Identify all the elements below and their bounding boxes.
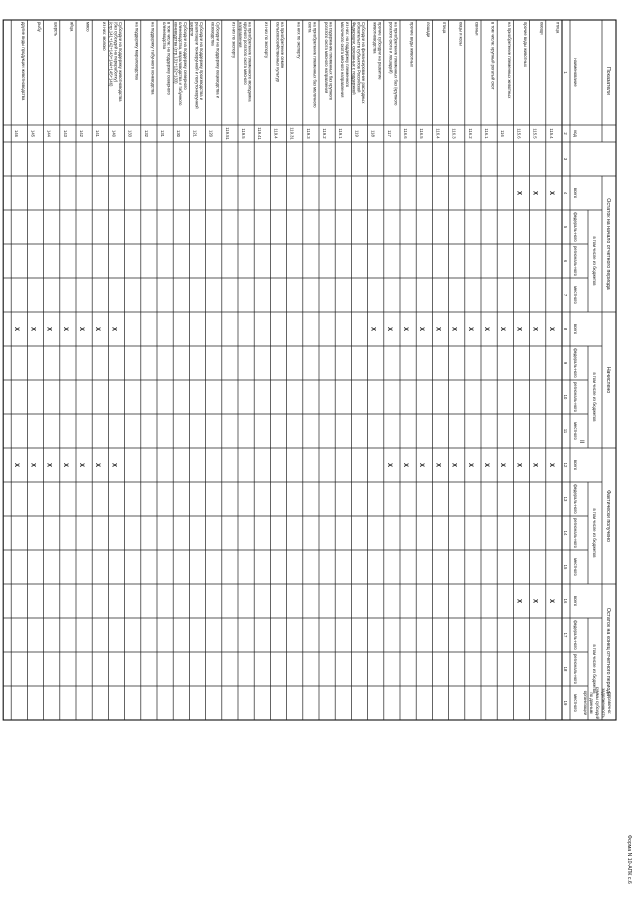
cell-mark: X: [466, 462, 473, 468]
col-header-regional: региональ-ного: [573, 518, 578, 548]
row-name: обязательств субъектов Российской: [356, 22, 362, 93]
row-name: овцы и козы: [458, 22, 464, 46]
col-header-local: местного: [573, 558, 578, 576]
cell-mark: X: [402, 462, 408, 468]
row-name: сельскохозяйственных культур: [275, 22, 281, 82]
cell-mark: X: [434, 326, 441, 332]
cell-mark: X: [466, 326, 473, 332]
row-code: 119: [354, 130, 360, 137]
cell-mark: X: [385, 326, 392, 332]
row-name: в том числе: на поддержку северного: [166, 22, 172, 95]
row-name: Субсидии на финансирование расходных: [361, 22, 367, 104]
column-number: 3: [563, 157, 568, 161]
cell-mark: X: [78, 462, 84, 468]
cell-mark: X: [499, 462, 506, 468]
row-code: 115.6: [516, 128, 522, 139]
row-code: 115.4: [548, 128, 554, 139]
cell-mark: X: [547, 598, 554, 604]
column-number: 2: [563, 132, 568, 135]
row-name: крупного рогатого скота мясного: [242, 22, 248, 85]
column-number: 10: [563, 394, 568, 400]
cell-mark: X: [483, 326, 489, 332]
row-name: птица: [555, 22, 561, 34]
row-name: Федерации, связанных с поддержкой: [351, 22, 357, 95]
row-code: 119.41: [257, 127, 263, 140]
cell-mark: X: [61, 462, 68, 468]
row-name: лошади: [425, 22, 431, 38]
cell-mark: X: [110, 326, 117, 332]
row-name: на поддержку табунного коневодства: [150, 22, 156, 95]
column-number: 14: [563, 530, 568, 536]
row-name: на приобретение племенных баз (крупного: [393, 22, 399, 106]
row-name: прочие виды животных: [409, 22, 415, 67]
column-number: 18: [563, 666, 568, 672]
subgroup-header-incl: в том числе из бюджетов: [592, 372, 597, 422]
cell-mark: X: [369, 326, 376, 332]
row-name: из них: на поддержку племенного: [344, 22, 350, 88]
column-number: 8: [563, 327, 568, 331]
row-name: коневодства (стр.131+132+133): [173, 22, 179, 84]
row-name: из них по экспорту: [231, 22, 237, 59]
row-code: 144: [46, 130, 52, 137]
row-name: прочие виды животных: [523, 22, 529, 67]
group-header-opening: Остаток на начало отчетного периода: [605, 198, 611, 290]
row-name: рогатого скота мясного направления: [323, 22, 329, 94]
column-number: 4: [563, 191, 568, 195]
row-code: 145: [30, 130, 36, 137]
row-name: Субсидии на поддержку овцеводства и: [215, 22, 221, 99]
cell-mark: X: [499, 326, 506, 332]
row-code: 133: [127, 130, 133, 137]
column-number: 9: [563, 361, 568, 365]
cell-mark: X: [483, 462, 489, 468]
code-header: код: [573, 130, 578, 137]
row-name: рогатого скота и лошадей): [388, 22, 394, 74]
row-code: 140: [111, 130, 117, 137]
row-name: рыбу: [37, 22, 43, 32]
row-name: другие виды продукции животноводства: [20, 22, 26, 101]
cell-mark: X: [418, 326, 425, 332]
cell-mark: X: [515, 598, 522, 604]
cell-mark: X: [94, 326, 101, 332]
indicators-header: Показатели: [605, 67, 611, 95]
reference-header: задолженность: [601, 688, 606, 718]
row-name: (стр.141+142+143+144+145+146): [108, 22, 114, 87]
cell-mark: X: [547, 326, 554, 332]
column-number: 16: [563, 598, 568, 604]
group-header-closing: Остаток на конец отчетного периода: [605, 607, 611, 697]
column-number: 7: [563, 293, 568, 297]
page-number: II: [578, 440, 585, 444]
column-number: 6: [563, 259, 568, 263]
row-name: (без субсидий на переработку): [113, 22, 119, 83]
row-name: свиньи: [474, 22, 480, 36]
row-code: 116.3: [451, 128, 457, 139]
cell-mark: X: [78, 326, 84, 332]
col-header-total: всего: [573, 459, 578, 471]
row-code: 116.5: [419, 128, 425, 139]
column-number: 19: [563, 700, 568, 706]
subgroup-header-incl: в том числе из бюджетов: [592, 508, 597, 558]
col-header-regional: региональ-ного: [573, 382, 578, 412]
reference-header: организации: [583, 690, 588, 716]
row-name: овощи: [539, 22, 545, 35]
row-name: Субсидии на поддержку северного: [182, 22, 188, 90]
row-code: 119.4: [273, 128, 279, 139]
row-code: 119.51: [224, 127, 230, 140]
col-header-federal: федераль-ного: [573, 348, 578, 378]
column-number: 11: [563, 428, 568, 434]
cell-mark: X: [385, 462, 392, 468]
row-code: 116: [500, 130, 506, 137]
col-header-federal: федераль-ного: [573, 620, 578, 650]
row-name: молочного скота мясного направления: [340, 22, 346, 98]
row-name: на них по экспорту: [296, 22, 302, 59]
column-number: 5: [563, 225, 568, 229]
row-name: на приобретение племенных животных: [506, 22, 512, 99]
cell-mark: X: [29, 326, 36, 332]
row-name: на содержание племенных баз крупного: [328, 22, 334, 101]
row-name: оленеводства, мараловодства и табунного: [178, 22, 184, 106]
row-name: направления: [238, 22, 244, 48]
subgroup-header-incl: в том числе из бюджетов: [592, 644, 597, 694]
cell-mark: X: [515, 462, 522, 468]
row-code: 146: [14, 130, 20, 137]
row-name: мясо: [85, 22, 91, 32]
row-name: яйца: [69, 22, 75, 32]
row-code: 142: [79, 130, 84, 137]
cell-mark: X: [531, 462, 538, 468]
group-header-received: Фактически получено: [605, 490, 611, 542]
row-name: из них: молоко: [101, 22, 107, 51]
col-header-local: местного: [573, 422, 578, 440]
cell-mark: X: [402, 326, 408, 332]
row-code: 119.31: [289, 127, 295, 140]
col-header-regional: региональ-ного: [573, 246, 578, 276]
row-name: на приобретение семян: [280, 22, 286, 69]
row-name: оленеводства: [161, 22, 167, 50]
row-code: 141: [95, 130, 101, 137]
cell-mark: X: [45, 462, 52, 468]
cell-mark: X: [61, 326, 68, 332]
row-code: 119.2: [322, 128, 327, 139]
reference-header: Справочно:: [607, 691, 612, 715]
row-name: шерсть: [53, 22, 59, 37]
column-number: 17: [563, 632, 568, 638]
cell-mark: X: [13, 462, 20, 468]
column-number: 12: [563, 462, 568, 468]
cell-mark: X: [531, 326, 538, 332]
row-name: козоводства: [210, 22, 216, 46]
reference-header: по данным: [589, 692, 594, 714]
row-code: 120: [208, 130, 214, 137]
col-header-regional: региональ-ного: [573, 654, 578, 684]
row-code: 130: [176, 130, 182, 137]
row-code: 119.3: [305, 128, 311, 139]
cell-mark: X: [531, 598, 538, 604]
row-code: 115.5: [532, 128, 538, 139]
col-header-federal: федераль-ного: [573, 212, 578, 242]
group-header-accrued: Начислено: [605, 366, 611, 394]
cell-mark: X: [515, 326, 522, 332]
name-header: наименование: [573, 58, 578, 87]
row-name: животноводства: [372, 22, 378, 54]
column-number: 1: [563, 71, 568, 74]
cell-mark: X: [434, 462, 441, 468]
column-number: 15: [563, 564, 568, 570]
row-code: 116.4: [435, 128, 441, 139]
row-name: птица: [442, 22, 448, 34]
row-code: 121: [192, 130, 198, 137]
cell-mark: X: [547, 190, 554, 196]
cell-mark: X: [94, 462, 101, 468]
subgroup-header-incl: в том числе из бюджетов: [592, 236, 597, 286]
col-header-total: всего: [573, 323, 578, 335]
col-header-total: всего: [573, 595, 578, 607]
row-name: в том числе: крупный рогатый скот: [490, 22, 496, 90]
cell-mark: X: [450, 326, 457, 332]
reference-header: суммы субсидий: [595, 686, 600, 720]
row-name: из них по экспорту: [263, 22, 269, 59]
cell-mark: X: [110, 462, 117, 468]
cell-mark: X: [29, 462, 36, 468]
cell-mark: X: [450, 462, 457, 468]
row-name: реализации тонкорунной и полутонкорунной: [194, 22, 200, 109]
row-code: 132: [143, 130, 149, 137]
cell-mark: X: [13, 326, 20, 332]
col-header-local: местного: [573, 286, 578, 304]
row-name: на приобретение племенного молодняка: [247, 22, 253, 102]
row-name: на поддержку мараловодства: [134, 22, 140, 80]
row-code: 116.2: [467, 128, 473, 139]
column-number: 13: [563, 496, 568, 502]
row-name: на приобретение племенных баз молочного: [312, 22, 318, 108]
row-code: 116.1: [484, 128, 489, 139]
col-header-total: всего: [573, 187, 578, 199]
row-name: скота: [307, 22, 313, 33]
row-name: Субсидии на поддержку производства и: [199, 22, 205, 101]
row-code: 131: [160, 130, 165, 137]
row-code: 117: [386, 130, 392, 137]
cell-mark: X: [515, 190, 522, 196]
row-name: прочие субсидии на развитие: [377, 22, 383, 80]
col-header-federal: федераль-ного: [573, 484, 578, 514]
row-code: 119.5: [241, 128, 246, 139]
row-name: шерсти: [189, 22, 195, 37]
row-code: 116.6: [403, 128, 408, 139]
cell-mark: X: [531, 190, 538, 196]
cell-mark: X: [547, 462, 554, 468]
form-label: Форма N 10-АПК с.6: [626, 835, 632, 884]
row-name: Субсидии на поддержку животноводства: [118, 22, 124, 102]
cell-mark: X: [45, 326, 52, 332]
cell-mark: X: [418, 462, 425, 468]
row-code: 143: [62, 130, 68, 137]
row-code: 118: [370, 130, 376, 137]
col-header-local: местного: [573, 694, 578, 712]
row-code: 119.1: [338, 128, 344, 139]
